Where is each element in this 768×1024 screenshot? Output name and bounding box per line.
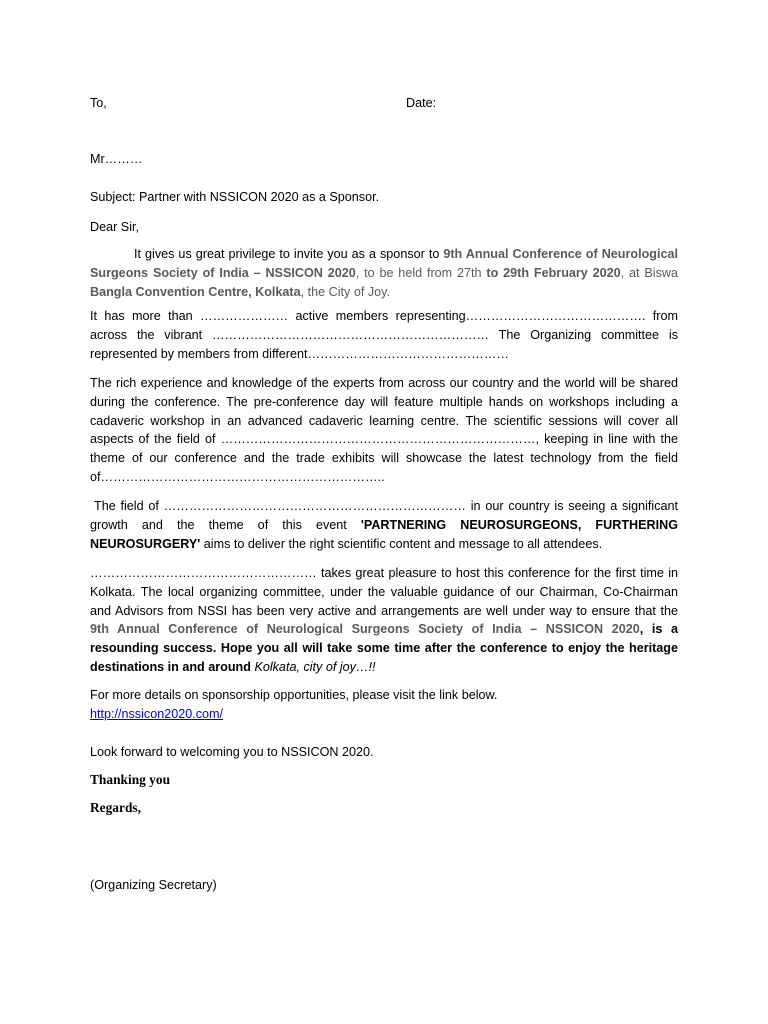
- paragraph-host: ……………………………………………… takes great pleasure to host this conference for the first time in Kolkata. The local organizing committee, under the valuable guidance of our Chairman, Co-Chairman and Advisors from NSSI has been very active and arrangements are well under way to ensure that the 9th Annual Conference of Neurological Surgeons Society of India – NSSICON 2020, is a resounding success. Hope you all will take some time after the conference to enjoy the heritage destinations in and around Kolkata, city of joy…!!: [90, 566, 678, 674]
- paragraph-members: It has more than ………………… active members representing……………………………………. from across the vibrant ………………………………………………………… The Organizing committee is represented by members from different…………………………………………: [90, 309, 678, 361]
- subject-line: Subject: Partner with NSSICON 2020 as a Sponsor.: [90, 190, 380, 204]
- salutation: Dear Sir,: [90, 220, 139, 234]
- to-label: To,: [90, 96, 107, 110]
- website-link[interactable]: http://nssicon2020.com/: [90, 707, 224, 721]
- recipient: Mr………: [90, 152, 143, 166]
- signature-line: (Organizing Secretary): [90, 878, 217, 892]
- thanking-line: Thanking you: [90, 772, 171, 787]
- conference-name-2: 9th Annual Conference of Neurological Surgeons Society of India – NSSICON 2020: [90, 622, 640, 637]
- website-link-line: [90, 705, 678, 724]
- paragraph-invitation: It gives us great privilege to invite you as a sponsor to 9th Annual Conference of Neurological Surgeons Society of India – NSSICON 2020, to be held from 27th to 29th February 2020, at Biswa Bangla Convention Centre, Kolkata, the City of Joy.: [90, 247, 679, 299]
- event-theme: 'PARTNERING NEUROSURGEONS, FURTHERING NEUROSURGERY': [90, 517, 678, 551]
- to-line: [90, 94, 678, 113]
- details-text: For more details on sponsorship opportunities, please visit the link below.: [90, 688, 498, 702]
- regards-line: Regards,: [90, 800, 141, 815]
- closing-line: Look forward to welcoming you to NSSICON 2020.: [90, 745, 374, 759]
- conference-name: 9th Annual Conference of Neurological Surgeons Society of India – NSSICON 2020: [90, 247, 678, 280]
- paragraph-theme: The field of ……………………………………………………………… in our country is seeing a significant growth and the theme of this event 'PARTNERING NEUROSURGEONS, FURTHERING NEUROSURGERY' aims to deliver the right scientific content and message to all attendees.: [90, 499, 678, 551]
- date-label: Date:: [406, 96, 437, 110]
- venue-name: Bangla Convention Centre, Kolkata: [90, 284, 301, 299]
- paragraph-experience: The rich experience and knowledge of the experts from across our country and the world will be shared during the conference. The pre-conference day will feature multiple hands on workshops including a cadaveric workshop in an advanced cadaveric learning centre. The scientific sessions will cover all aspects of the field of …………………………………………………………………, keeping in line with the theme of our conference and the trade exhibits will showcase the latest technology from the field of…………………………………………………………..: [90, 376, 678, 484]
